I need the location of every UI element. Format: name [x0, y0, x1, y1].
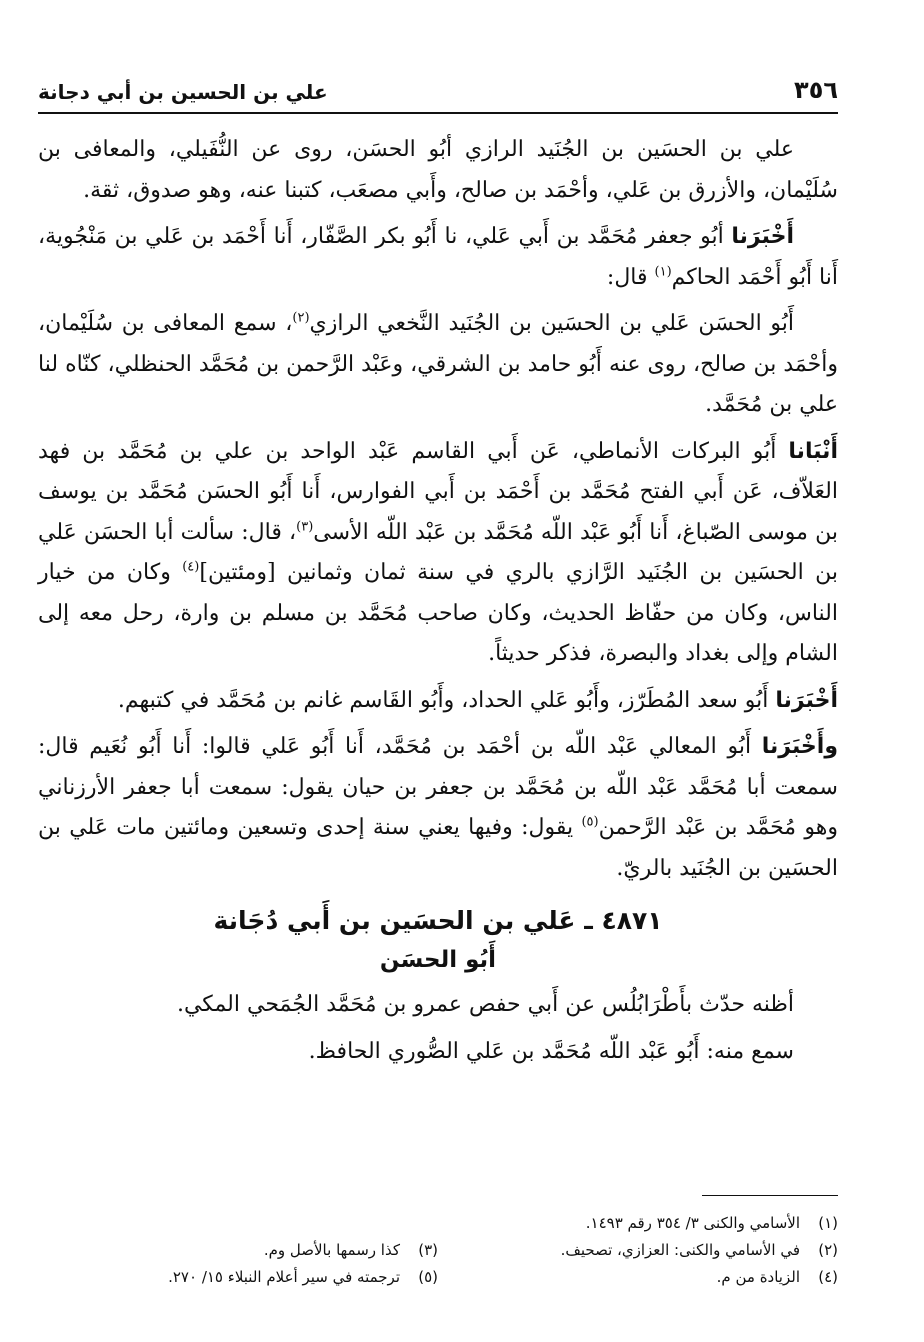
entry-subtitle: أَبُو الحسَن [379, 947, 497, 973]
book-page [38, 70, 838, 1320]
paragraph-2 [38, 217, 838, 298]
paragraph-6 [38, 727, 838, 889]
keyword-wa-akhbarana: وأَخْبَرَنا [761, 734, 838, 759]
paragraph-1: علي بن الحسَين بن الجُنَيد الرازي أبُو الحسَن، روى عن النُّفَيلي، والمعافى بن سُلَيْمان، والأزرق بن عَلي، وأحْمَد بن صالح، وأَبي مصعَب، كتبنا عنه، وهو صدوق، ثقة. [38, 137, 838, 203]
page-header [38, 70, 838, 114]
footnote-text: الزيادة من م. [716, 1268, 800, 1286]
footnote-text: في الأسامي والكنى: العزازي، تصحيف. [560, 1241, 800, 1259]
footnote-ref-4[interactable]: (٤) [182, 559, 200, 575]
footnote-row [38, 1264, 838, 1291]
footnote-number: (٣) [418, 1241, 438, 1259]
keyword-akhbarana: أَخْبَرَنا [731, 224, 794, 249]
footnote-3 [38, 1237, 438, 1264]
footnote-ref-1[interactable]: (١) [654, 264, 672, 280]
paragraph-5 [38, 681, 838, 722]
page-number: ٣٥٦ [794, 76, 838, 104]
footnote-number: (١) [818, 1214, 838, 1232]
paragraph-6-text-a: أَبُو المعالي عَبْد اللّه بن أحْمَد بن مُحَمَّد، أَنا أَبُو عَلي قالوا: أَنا أَبُو نُعَيم قال: سمعت أبا مُحَمَّد عَبْد اللّه بن مُحَمَّد بن جعفر بن حيان يقول: سمعت أبا جعفر الأرزناني وهو مُحَمَّد بن عَبْد الرَّحمن [38, 734, 838, 840]
footnote-5 [38, 1264, 438, 1291]
entry-title: ٤٨٧١ ـ عَلي بن الحسَين بن أَبي دُجَانة [213, 906, 663, 935]
paragraph-5-text: أَبُو سعد المُطَرّز، وأَبُو عَلي الحداد، وأَبُو القَاسم غانم بن مُحَمَّد في كتبهم. [117, 687, 776, 713]
footnote-ref-2[interactable]: (٢) [292, 310, 310, 326]
paragraph-3-text-a: أَبُو الحسَن عَلي بن الحسَين بن الجُنَيد النَّخعي الرازي [309, 311, 795, 336]
keyword-akhbarana-2: أَخْبَرَنا [775, 687, 838, 713]
paragraph-6-text-b: يقول: وفيها يعني سنة إحدى وتسعين ومائتين مات عَلي بن الحسَين بن الجُنَيد بالريّ. [38, 815, 838, 881]
footnote-number: (٢) [818, 1241, 838, 1259]
paragraph-4-text-a: أَبُو البركات الأنماطي، عَن أَبي القاسم عَبْد الواحد بن علي بن مُحَمَّد بن فهد العَلاّف، عَن أَبي الفتح مُحَمَّد بن أَحْمَد بن أَبي الفوارس، أَنا أَبُو الحسَن مُحَمَّد بن يوسف بن موسى الصّباغ، أَنا أَبُو عَبْد اللّه مُحَمَّد بن عَبْد اللّه الأسى [38, 438, 839, 545]
paragraph-4-text-b: ، قال: سألت أبا الحسَن عَلي بن الحسَين بن الجُنَيد الرَّازي بالري في سنة ثمان وثمانين [ومئتين] [38, 519, 838, 585]
footnote-2 [438, 1237, 838, 1264]
entry-paragraph-1: أظنه حدّث بأَطْرَابُلُس عن أَبي حفص عمرو بن مُحَمَّد الجُمَحي المكي. [176, 992, 794, 1017]
running-title: علي بن الحسين بن أبي دجانة [38, 80, 328, 104]
paragraph-3-text-b: ، سمع المعافى بن سُلَيْمان، وأحْمَد بن صالح، روى عنه أَبُو حامد بن الشرقي، وعَبْد الرَّحمن بن مُحَمَّد الحنظلي، كنّاه لنا علي بن مُحَمَّد. [38, 311, 838, 417]
paragraph-2-text-b: قال: [606, 264, 655, 290]
footnote-1 [438, 1210, 838, 1237]
footnote-row [38, 1210, 838, 1237]
paragraph-2-text-a: أبُو جعفر مُحَمَّد بن أَبي عَلي، نا أَبُو بكر الصَّفّار، أَنا أَحْمَد بن عَلي بن مَنْجُوية، أَنا أَبُو أَحْمَد الحاكم [38, 224, 838, 290]
footnote-text: كذا رسمها بالأصل وم. [263, 1241, 400, 1259]
footnote-number: (٤) [818, 1268, 838, 1286]
keyword-anbana: أَنْبَانا [788, 438, 838, 464]
footnote-divider [702, 1195, 838, 1196]
footnote-number: (٥) [418, 1268, 438, 1286]
page-body [38, 130, 838, 1072]
footnote-ref-3[interactable]: (٣) [296, 519, 314, 535]
footnotes [38, 1210, 838, 1291]
paragraph-3 [38, 304, 838, 426]
entry-paragraph-2: سمع منه: أَبُو عَبْد اللّه مُحَمَّد بن عَلي الصُّوري الحافظ. [308, 1038, 794, 1064]
footnote-4 [438, 1264, 838, 1291]
paragraph-4-text-c: وكان من خيار الناس، وكان من حفّاظ الحديث، وكان صاحب مُحَمَّد بن مسلم بن وارة، رحل معه إلى الشام وإلى بغداد والبصرة، فذكر حديثاً. [38, 560, 838, 666]
paragraph-4 [38, 432, 838, 675]
footnote-text: الأسامي والكنى ٣/ ٣٥٤ رقم ١٤٩٣. [585, 1214, 800, 1232]
footnote-ref-5[interactable]: (٥) [581, 814, 599, 830]
footnote-text: ترجمته في سير أعلام النبلاء ١٥/ ٢٧٠. [168, 1268, 400, 1286]
footnote-row [38, 1237, 838, 1264]
